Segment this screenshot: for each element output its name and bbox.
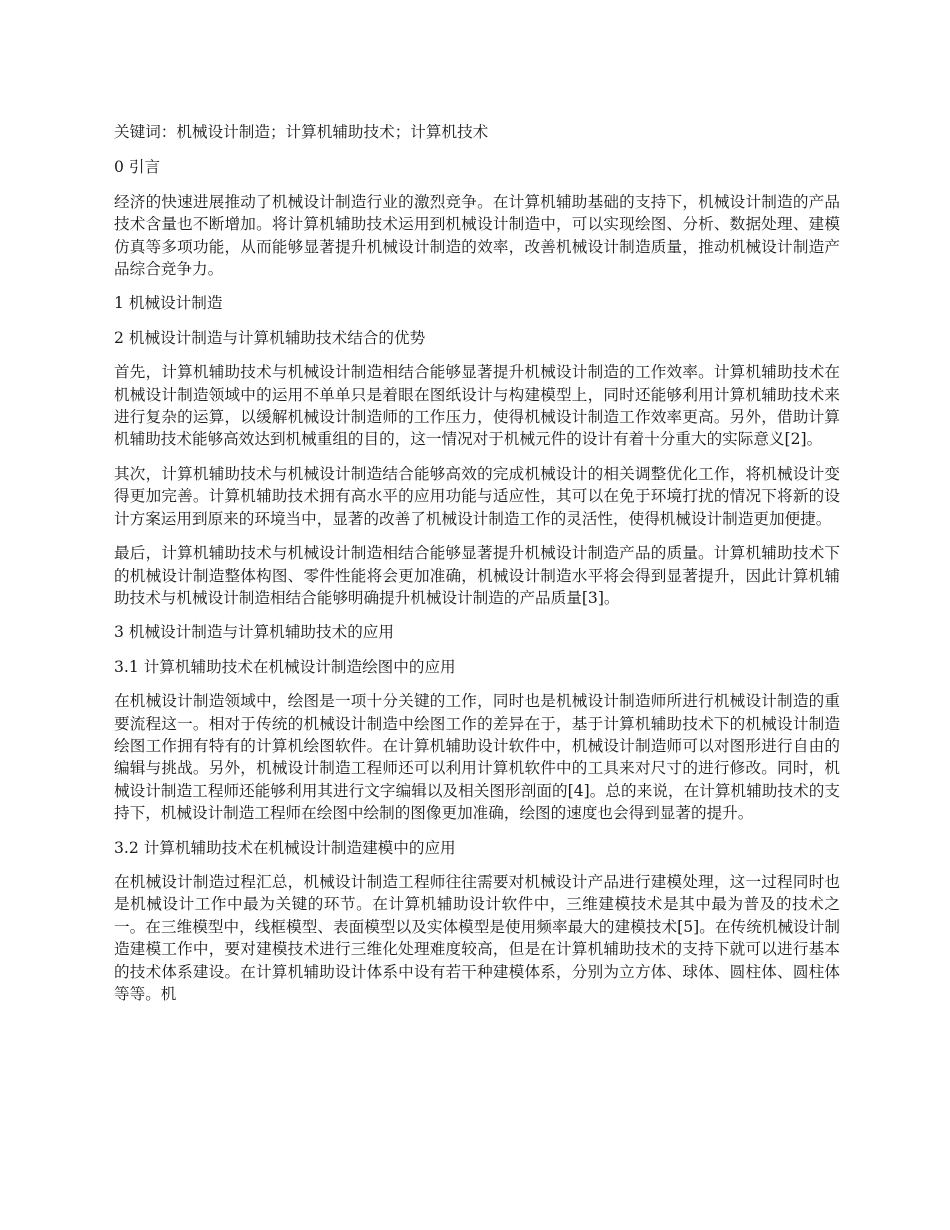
keywords-line: 关键词：机械设计制造；计算机辅助技术；计算机技术: [114, 123, 489, 141]
paragraph-intro: 经济的快速进展推动了机械设计制造行业的激烈竞争。在计算机辅助基础的支持下，机械设计制造的产品技术含量也不断增加。将计算机辅助技术运用到机械设计制造中，可以实现绘图、分析、数据处理、建模仿真等多项功能，从而能够显著提升机械设计制造的效率，改善机械设计制造质量，推动机械设计制造产品综合竞争力。: [114, 192, 840, 279]
paragraph-advantage-second: 其次，计算机辅助技术与机械设计制造结合能够高效的完成机械设计的相关调整优化工作，将机械设计变得更加完善。计算机辅助技术拥有高水平的应用功能与适应性，其可以在免于环境打扰的情况下将新的设计方案运用到原来的环境当中，显著的改善了机械设计制造工作的灵活性，使得机械设计制造更加便捷。: [114, 464, 840, 528]
subsection-heading-3-1: 3.1 计算机辅助技术在机械设计制造绘图中的应用: [114, 657, 456, 676]
subsection-heading-3-2: 3.2 计算机辅助技术在机械设计制造建模中的应用: [114, 838, 456, 857]
paragraph-modeling: 在机械设计制造过程汇总，机械设计制造工程师往往需要对机械设计产品进行建模处理，这一过程同时也是机械设计工作中最为关键的环节。在计算机辅助设计软件中，三维建模技术是其中最为普及的技术之一。在三维模型中，线框模型、表面模型以及实体模型是使用频率最大的建模技术[5]。在传统机械设计制造建模工作中，要对建模技术进行三维化处理难度较高，但是在计算机辅助技术的支持下就可以进行基本的技术体系建设。在计算机辅助设计体系中设有若干种建模体系，分别为立方体、球体、圆柱体、圆柱体等等。机: [114, 872, 840, 1003]
section-heading-1: 1 机械设计制造: [114, 294, 223, 313]
paragraph-advantage-last: 最后，计算机辅助技术与机械设计制造相结合能够显著提升机械设计制造产品的质量。计算机辅助技术下的机械设计制造整体构图、零件性能将会更加准确，机械设计制造水平将会得到显著提升，因此计算机辅助技术与机械设计制造相结合能够明确提升机械设计制造的产品质量[3]。: [114, 544, 840, 607]
paragraph-drawing: 在机械设计制造领域中，绘图是一项十分关键的工作，同时也是机械设计制造师所进行机械设计制造的重要流程这一。相对于传统的机械设计制造中绘图工作的差异在于，基于计算机辅助技术下的机械设计制造绘图工作拥有特有的计算机绘图软件。在计算机辅助设计软件中，机械设计制造师可以对图形进行自由的编辑与挑战。另外，机械设计制造工程师还可以利用计算机软件中的工具来对尺寸的进行修改。同时，机械设计制造工程师还能够利用其进行文字编辑以及相关图形剖面的[4]。总的来说，在计算机辅助技术的支持下，机械设计制造工程师在绘图中绘制的图像更加准确，绘图的速度也会得到显著的提升。: [114, 692, 840, 823]
section-heading-3: 3 机械设计制造与计算机辅助技术的应用: [114, 623, 394, 642]
section-heading-intro: 0 引言: [114, 158, 161, 177]
paragraph-advantage-first: 首先，计算机辅助技术与机械设计制造相结合能够显著提升机械设计制造的工作效率。计算机辅助技术在机械设计制造领域中的运用不单单只是着眼在图纸设计与构建模型上，同时还能够利用计算机辅助技术来进行复杂的运算，以缓解机械设计制造师的工作压力，使得机械设计制造工作效率更高。另外，借助计算机辅助技术能够高效达到机械重组的目的，这一情况对于机械元件的设计有着十分重大的实际意义[2]。: [114, 363, 840, 449]
document-body: [114, 121, 840, 1017]
section-heading-2: 2 机械设计制造与计算机辅助技术结合的优势: [114, 328, 426, 347]
